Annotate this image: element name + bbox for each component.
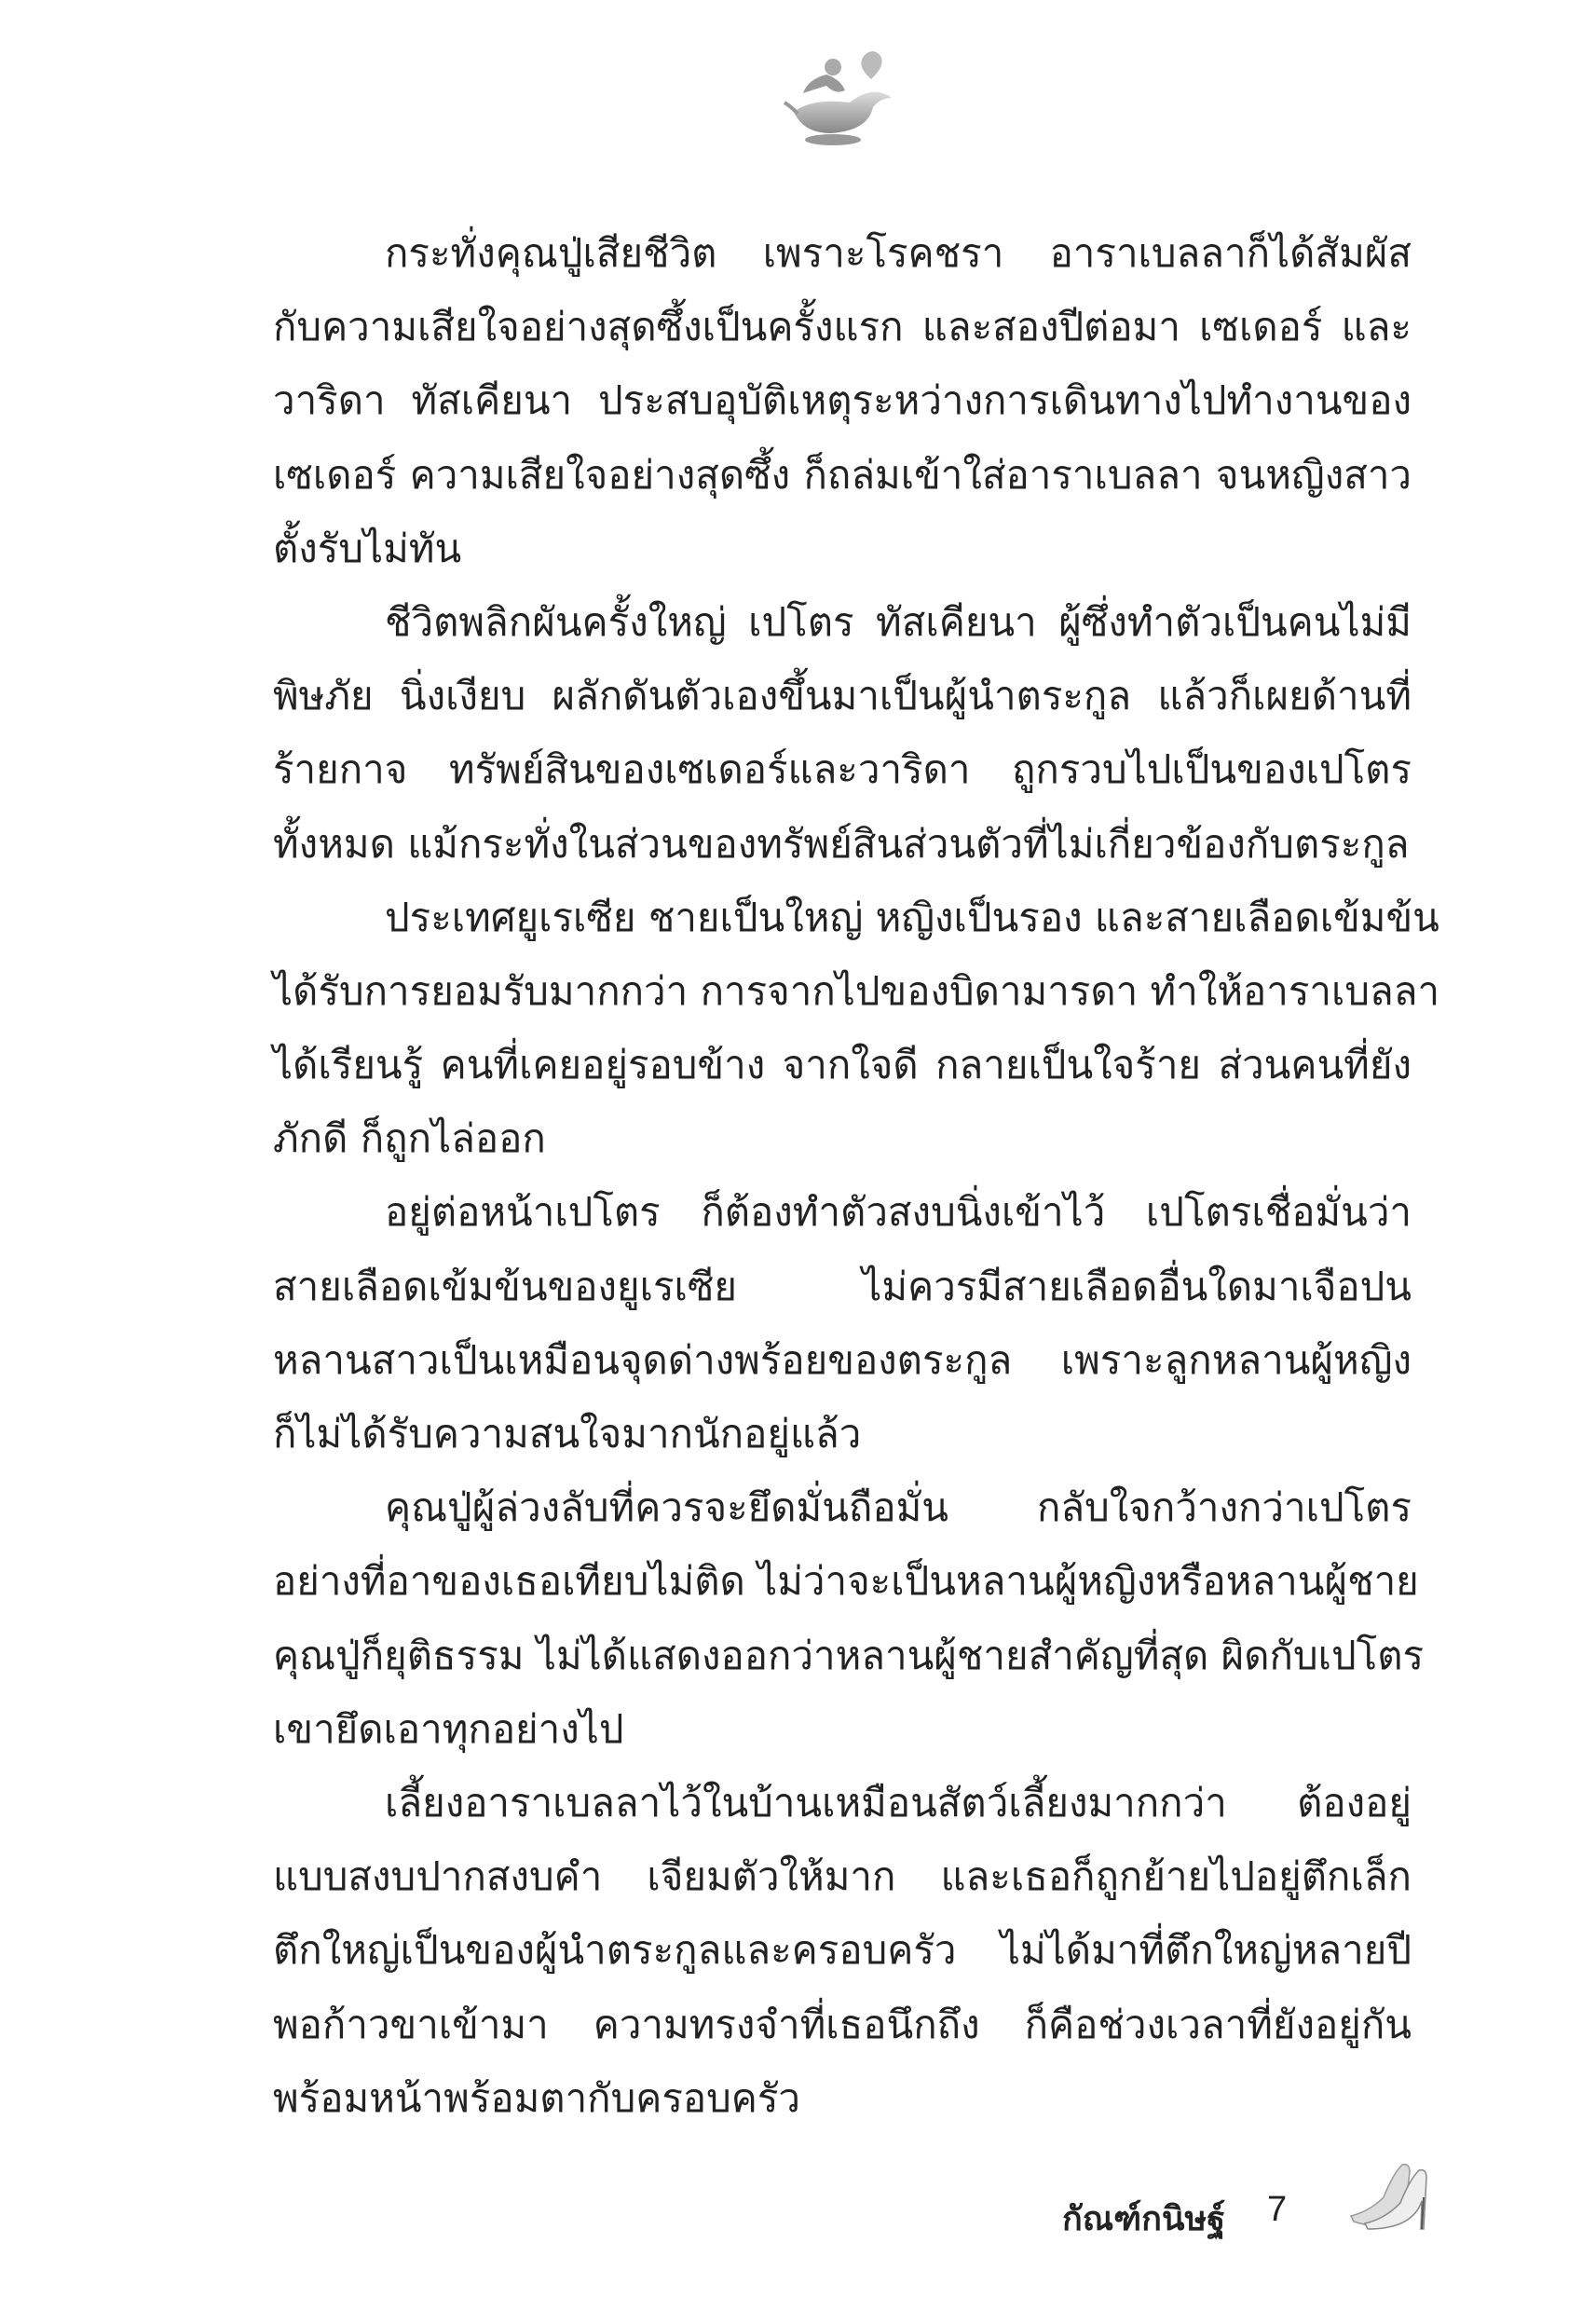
text-line: ได้รับการยอมรับมากกว่า การจากไปของบิดามารดา ทำให้อาราเบลลา [273,967,1440,1014]
text-line: อย่างที่อาของเธอเทียบไม่ติด ไม่ว่าจะเป็นหลานผู้หญิงหรือหลานผู้ชาย [273,1558,1419,1605]
high-heels-icon [1342,2160,1435,2235]
text-line: พร้อมหน้าพร้อมตากับครอบครัว [273,2074,801,2121]
text-line: คุณปู่ผู้ล่วงลับที่ควรจะยึดมั่นถือมั่น กลับใจกว้างกว่าเปโตร [385,1484,1412,1531]
paragraph [273,1766,1412,2135]
text-line: วาริดา ทัสเคียนา ประสบอุบัติเหตุระหว่างการเดินทางไปทำงานของ [273,377,1412,424]
text-line: เซเดอร์ ความเสียใจอย่างสุดซึ้ง ก็ถล่มเข้าใส่อาราเบลลา จนหญิงสาว [273,451,1412,498]
paragraph [273,1175,1412,1470]
text-line: ตึกใหญ่เป็นของผู้นำตระกูลและครอบครัว ไม่ได้มาที่ตึกใหญ่หลายปี [273,1927,1412,1974]
paragraph [273,585,1412,881]
paragraph [273,216,1412,585]
text-line: พอก้าวขาเข้ามา ความทรงจำที่เธอนึกถึง ก็คือช่วงเวลาที่ยังอยู่กัน [273,2001,1412,2047]
text-line: กับความเสียใจอย่างสุดซึ้งเป็นครั้งแรก และสองปีต่อมา เซเดอร์ และ [273,304,1412,350]
paragraph [273,881,1440,1176]
text-line: อยู่ต่อหน้าเปโตร ก็ต้องทำตัวสงบนิ่งเข้าไว้ เปโตรเชื่อมั่นว่า [385,1189,1412,1236]
text-line: หลานสาวเป็นเหมือนจุดด่างพร้อยของตระกูล เพราะลูกหลานผู้หญิง [273,1336,1412,1383]
text-line: ร้ายกาจ ทรัพย์สินของเซเดอร์และวาริดา ถูกรวบไปเป็นของเปโตร [273,746,1412,793]
text-line: ประเทศยูเรเซีย ชายเป็นใหญ่ หญิงเป็นรอง และสายเลือดเข้มข้น [385,894,1439,940]
text-line: พิษภัย นิ่งเงียบ ผลักดันตัวเองขึ้นมาเป็นผู้นำตระกูล แล้วก็เผยด้านที่ [273,673,1412,719]
text-line: ทั้งหมด แม้กระทั่งในส่วนของทรัพย์สินส่วนตัวที่ไม่เกี่ยวข้องกับตระกูล [273,820,1410,867]
text-line: ตั้งรับไม่ทัน [273,525,462,571]
page-number: 7 [1267,2190,1288,2229]
genie-lamp-cupid-icon [775,47,906,158]
text-line: แบบสงบปากสงบคำ เจียมตัวให้มาก และเธอก็ถูกย้ายไปอยู่ตึกเล็ก [273,1853,1412,1900]
text-line: สายเลือดเข้มข้นของยูเรเซีย ไม่ควรมีสายเลือดอื่นใดมาเจือปน [273,1263,1412,1309]
text-line: ก็ไม่ได้รับความสนใจมากนักอยู่แล้ว [273,1411,862,1456]
body-text [273,216,1440,2135]
text-line: เลี้ยงอาราเบลลาไว้ในบ้านเหมือนสัตว์เลี้ยงมากกว่า ต้องอยู่ [385,1779,1412,1826]
paragraph [273,1470,1425,1766]
text-line: ชีวิตพลิกผันครั้งใหญ่ เปโตร ทัสเคียนา ผู้ซึ่งทำตัวเป็นคนไม่มี [385,598,1412,645]
book-title-footer: กัณฑ์กนิษฐ์ [1062,2200,1226,2238]
text-line: ได้เรียนรู้ คนที่เคยอยู่รอบข้าง จากใจดี กลายเป็นใจร้าย ส่วนคนที่ยัง [273,1042,1412,1088]
text-line: ภักดี ก็ถูกไล่ออก [273,1115,546,1162]
text-line: กระทั่งคุณปู่เสียชีวิต เพราะโรคชรา อาราเบลลาก็ได้สัมผัส [385,230,1412,276]
text-line: เขายึดเอาทุกอย่างไป [273,1705,624,1752]
text-line: คุณปู่ก็ยุติธรรม ไม่ได้แสดงออกว่าหลานผู้ชายสำคัญที่สุด ผิดกับเปโตร [273,1632,1425,1678]
